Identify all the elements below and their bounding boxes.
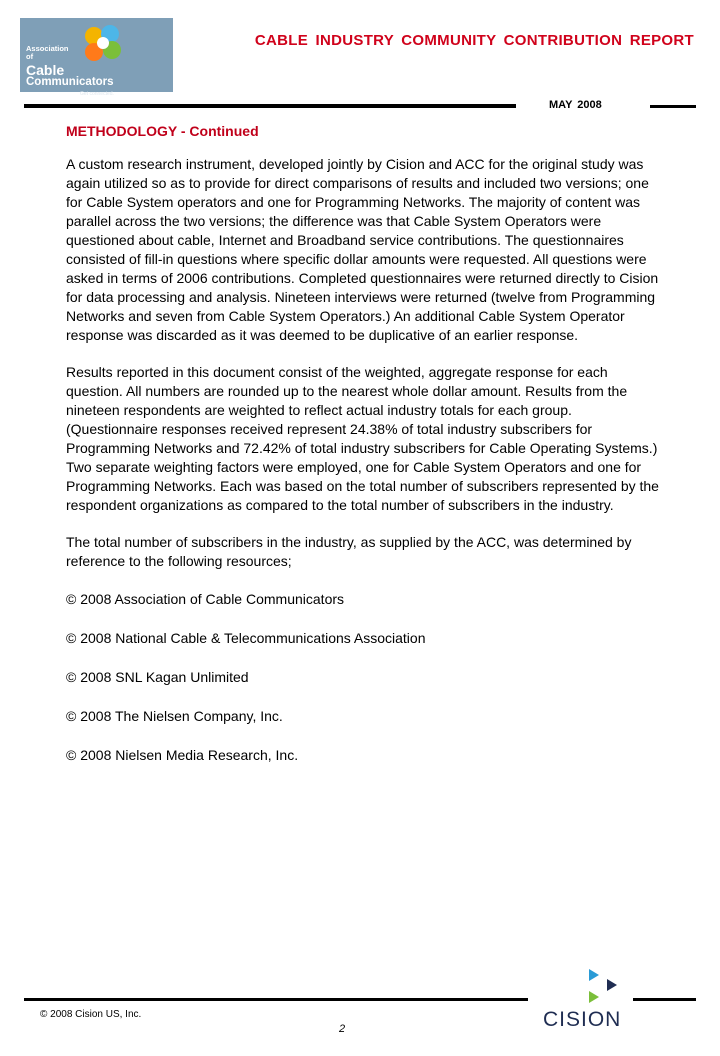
section-title: METHODOLOGY - Continued <box>66 123 259 139</box>
cision-logo: CISION <box>543 1008 622 1031</box>
footer-divider-left <box>24 998 528 1001</box>
header-divider-right <box>650 105 696 108</box>
cision-triangles-icon <box>587 967 623 1005</box>
logo-line-cable: Cable <box>26 62 65 78</box>
paragraph-results: Results reported in this document consist of the weighted, aggregate response for each question. All numbers are rounded up to the nearest whole dollar amount. Results from the nineteen respondents are weighted to reflect actual industry totals for each group. (Questionnaire responses received represent 24.38% of total industry subscribers for Programming Networks and 72.42% of total industry subscribers for Cable Operating Systems.) Two separate weighting factors were employed, one for Cable System Operators and one for Programming Networks. Each was based on the total number of subscribers represented by the respondent organizations as compared to the total number of subscribers in the industry. <box>66 364 659 513</box>
source-item: © 2008 SNL Kagan Unlimited <box>66 669 249 685</box>
logo-line-communicators: Communicators <box>26 76 114 88</box>
logo-tagline: Get connected. <box>80 91 114 97</box>
logo-line-association: Association of <box>26 44 69 61</box>
paragraph-instrument: A custom research instrument, developed jointly by Cision and ACC for the original study was again utilized so as to provide for direct comparisons of results and included two versions; one for Cable System operators and one for Programming Networks. The majority of content was parallel across the two versions; the difference was that Cable System Operators were questioned about cable, Internet and Broadband service contributions. The questionnaires consisted of fill-in questions where specific dollar amounts were requested. All questions were asked in terms of 2006 contributions. Completed questionnaires were returned directly to Cision for data processing and analysis. Nineteen interviews were returned (twelve from Programming Networks and seven from Cable System Operators.) An additional Cable System Operator response was discarded as it was deemed to be duplicative of an earlier response. <box>66 156 659 343</box>
source-item: © 2008 Nielsen Media Research, Inc. <box>66 747 299 763</box>
source-item: © 2008 Association of Cable Communicators <box>66 591 345 607</box>
body-content <box>66 155 666 785</box>
acc-logo <box>20 18 173 97</box>
report-title: CABLE INDUSTRY COMMUNITY CONTRIBUTION REPORT <box>254 32 694 49</box>
footer-divider-right <box>633 998 696 1001</box>
acc-logo-mark-icon <box>80 22 130 66</box>
report-date: MAY 2008 <box>549 99 602 111</box>
header-divider-left <box>24 104 516 108</box>
page-number: 2 <box>339 1023 346 1035</box>
footer-copyright: © 2008 Cision US, Inc. <box>40 1009 142 1020</box>
source-item: © 2008 National Cable & Telecommunications Association <box>66 630 426 646</box>
paragraph-subscribers: The total number of subscribers in the industry, as supplied by the ACC, was determined by reference to the following resources; <box>66 534 632 569</box>
source-item: © 2008 The Nielsen Company, Inc. <box>66 708 283 724</box>
